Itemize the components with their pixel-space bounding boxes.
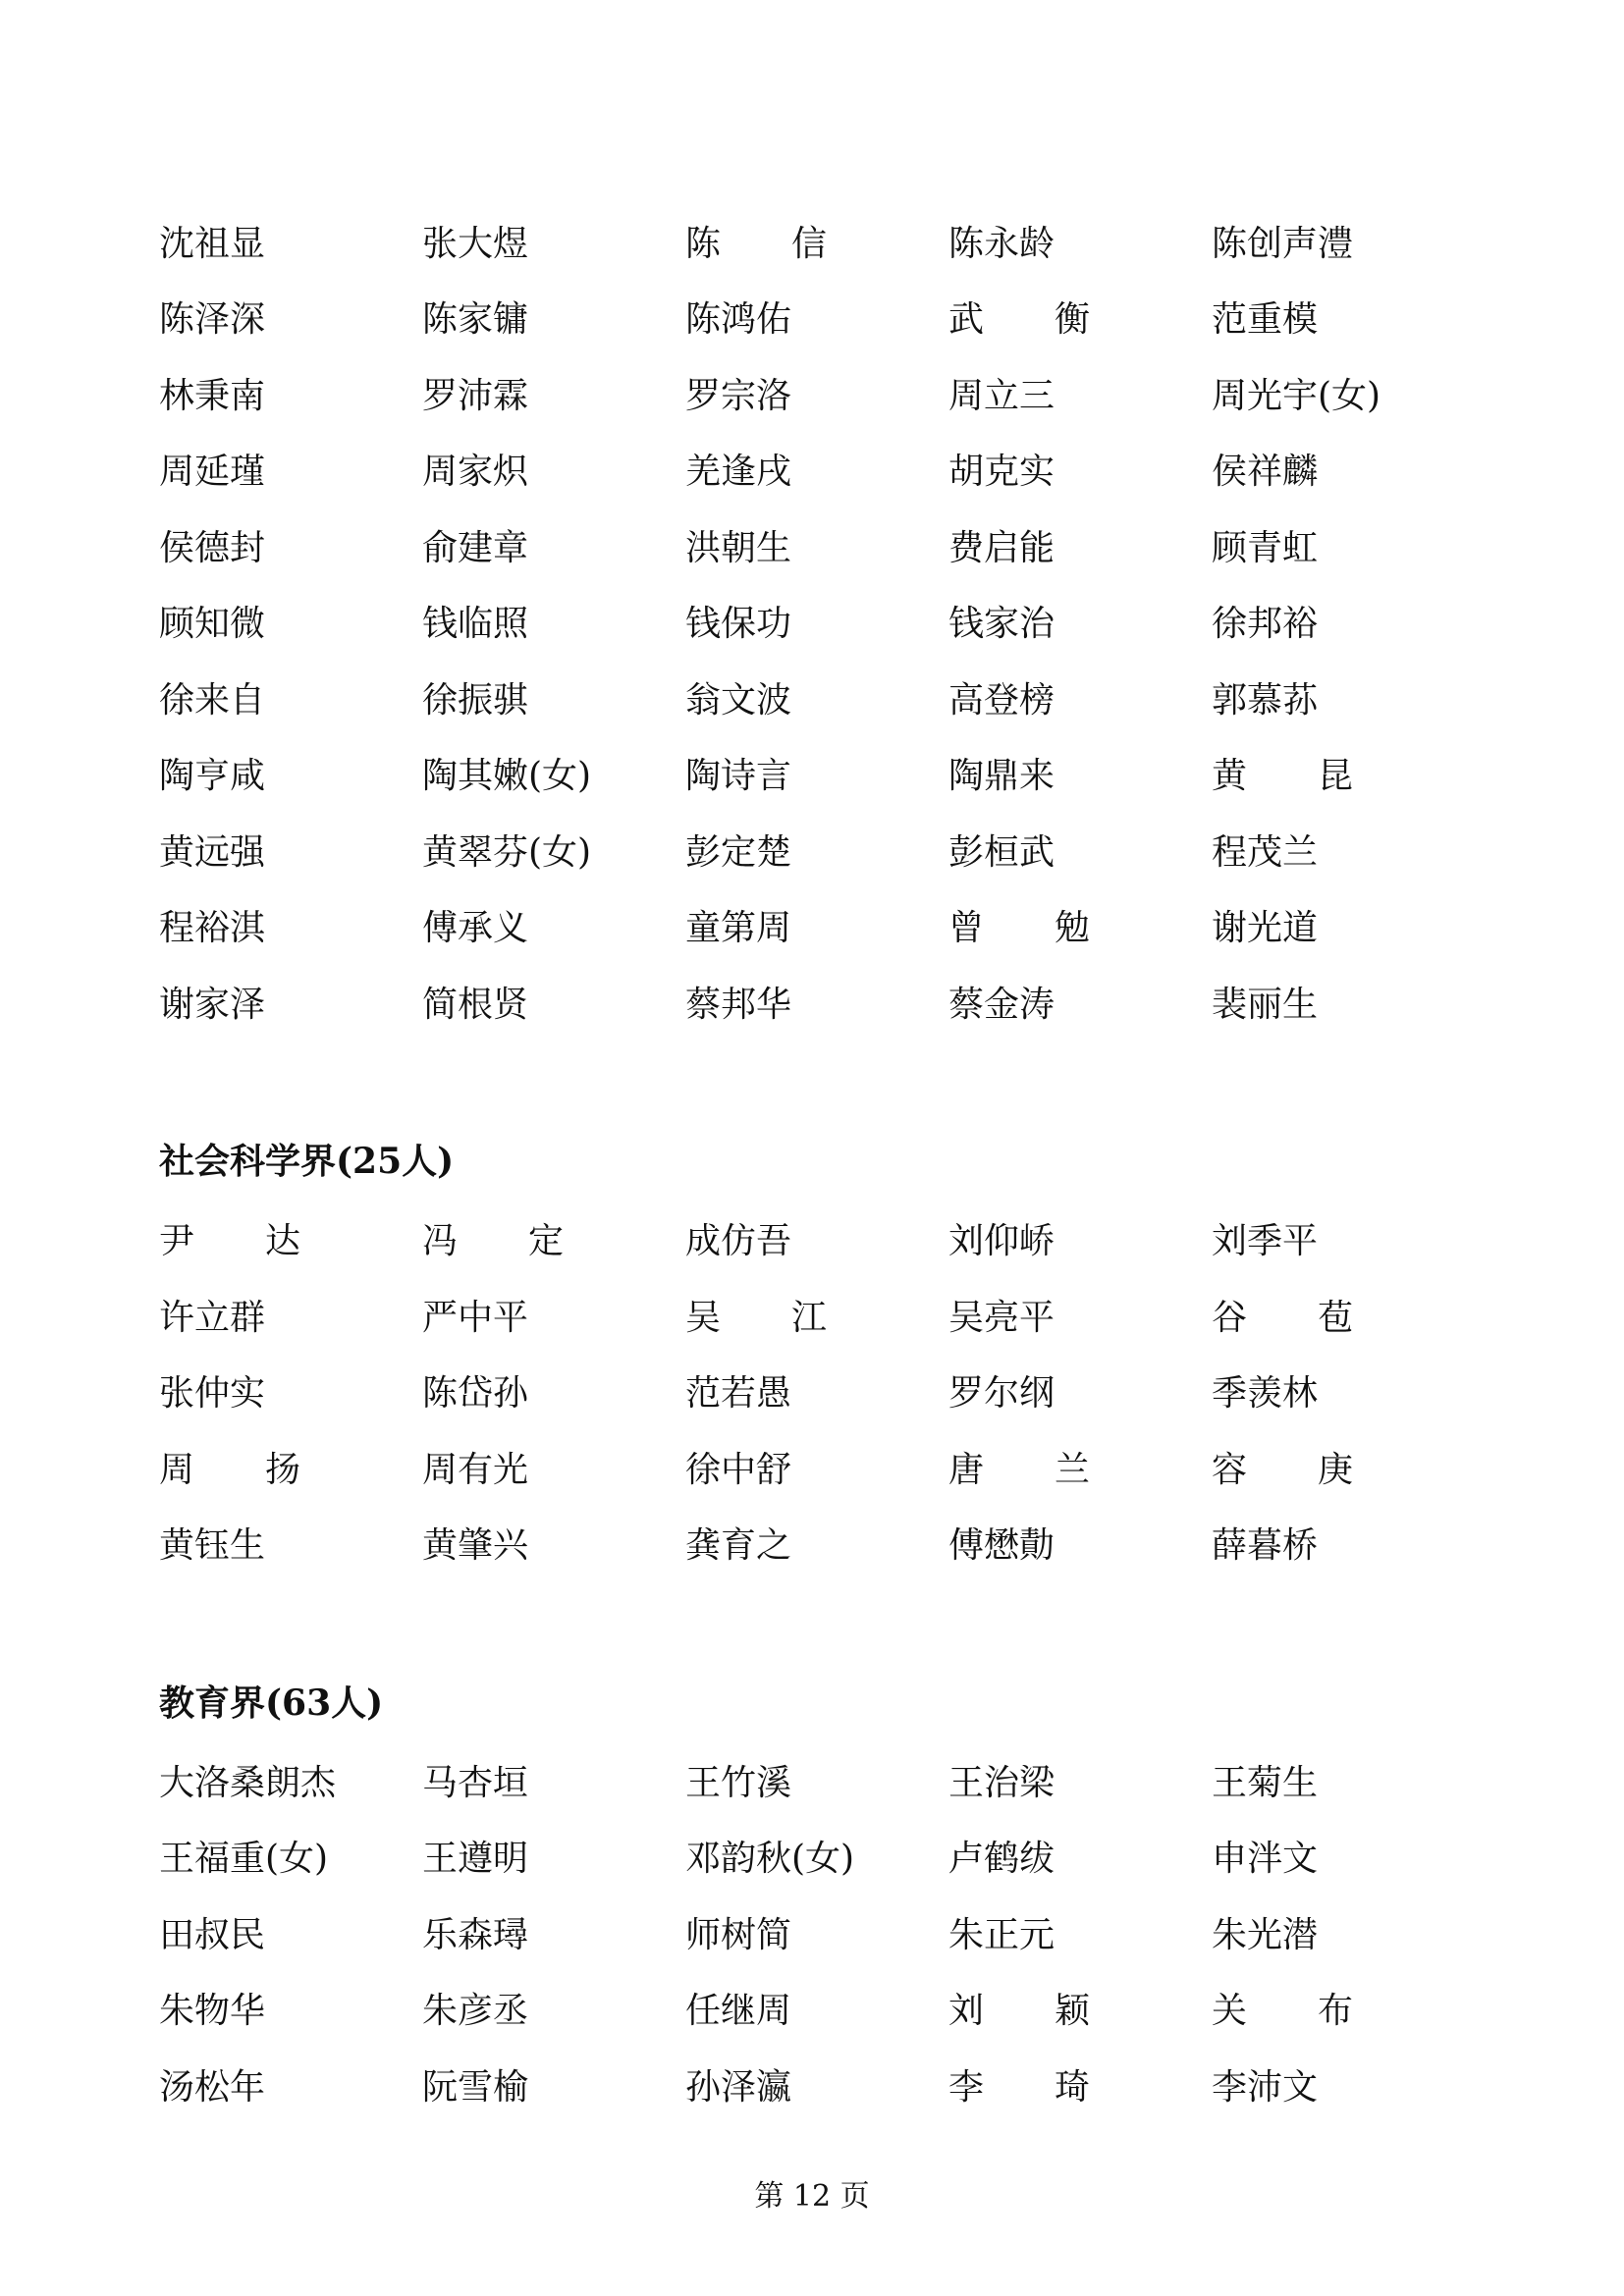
name-cell: 陶诗言 <box>685 756 792 797</box>
name-cell: 卢鹤绂 <box>948 1839 1056 1880</box>
section-heading: 教育界(63人) <box>159 1682 384 1724</box>
name-row <box>159 1204 1475 1281</box>
name-cell: 翁文波 <box>685 679 792 721</box>
name-cell: 蔡金涛 <box>948 984 1056 1025</box>
name-cell: 阮雪榆 <box>422 2066 529 2108</box>
name-cell: 罗沛霖 <box>422 375 529 416</box>
name-cell: 吴 江 <box>685 1297 828 1338</box>
name-cell: 傅懋勣 <box>948 1525 1056 1567</box>
name-cell: 范若愚 <box>685 1373 792 1415</box>
name-cell: 林秉南 <box>159 375 266 416</box>
name-cell: 童第周 <box>685 908 792 949</box>
name-cell: 胡克实 <box>948 452 1056 493</box>
name-cell: 容 庚 <box>1212 1449 1354 1490</box>
name-cell: 黄肇兴 <box>422 1525 529 1567</box>
name-cell: 陶其嫩(女) <box>422 756 592 797</box>
name-row <box>159 891 1475 968</box>
name-cell: 张仲实 <box>159 1373 266 1415</box>
name-cell: 顾知微 <box>159 604 266 645</box>
name-row <box>159 283 1475 359</box>
name-cell: 周光宇(女) <box>1212 375 1381 416</box>
name-row <box>159 967 1475 1043</box>
name-cell: 朱彦丞 <box>422 1991 529 2032</box>
name-row <box>159 1745 1475 1822</box>
name-cell: 傅承义 <box>422 908 529 949</box>
name-cell: 关 布 <box>1212 1991 1354 2032</box>
name-cell: 谷 苞 <box>1212 1297 1354 1338</box>
name-cell: 刘仰峤 <box>948 1221 1056 1262</box>
name-cell: 孙泽瀛 <box>685 2066 792 2108</box>
name-cell: 黄翠芬(女) <box>422 831 592 873</box>
name-row <box>159 358 1475 435</box>
name-cell: 邓韵秋(女) <box>685 1839 855 1880</box>
name-row <box>159 1280 1475 1357</box>
name-cell: 范重模 <box>1212 299 1319 341</box>
name-row <box>159 1974 1475 2051</box>
name-cell: 曾 勉 <box>948 908 1091 949</box>
name-row <box>159 510 1475 587</box>
name-row <box>159 2050 1475 2126</box>
name-cell: 侯祥麟 <box>1212 452 1319 493</box>
name-cell: 顾青虹 <box>1212 527 1319 568</box>
name-cell: 彭定楚 <box>685 831 792 873</box>
name-cell: 朱光潜 <box>1212 1914 1319 1955</box>
name-cell: 张大煜 <box>422 223 529 264</box>
page-number: 第 12 页 <box>754 2179 870 2214</box>
name-cell: 陈鸿佑 <box>685 299 792 341</box>
name-cell: 羌逢戌 <box>685 452 792 493</box>
name-cell: 王遵明 <box>422 1839 529 1880</box>
name-row <box>159 815 1475 891</box>
name-cell: 周延瑾 <box>159 452 266 493</box>
name-cell: 陶鼎来 <box>948 756 1056 797</box>
name-cell: 周有光 <box>422 1449 529 1490</box>
name-cell: 钱家治 <box>948 604 1056 645</box>
name-cell: 谢光道 <box>1212 908 1319 949</box>
name-cell: 洪朝生 <box>685 527 792 568</box>
name-cell: 裴丽生 <box>1212 984 1319 1025</box>
name-cell: 罗宗洛 <box>685 375 792 416</box>
name-cell: 陈岱孙 <box>422 1373 529 1415</box>
name-cell: 刘季平 <box>1212 1221 1319 1262</box>
name-row <box>159 1509 1475 1585</box>
name-cell: 王菊生 <box>1212 1762 1319 1803</box>
name-cell: 徐振骐 <box>422 679 529 721</box>
name-cell: 大洛桑朗杰 <box>159 1762 337 1803</box>
name-row <box>159 1357 1475 1433</box>
name-row <box>159 1897 1475 1974</box>
name-cell: 陈永龄 <box>948 223 1056 264</box>
name-cell: 许立群 <box>159 1297 266 1338</box>
name-cell: 黄 昆 <box>1212 756 1354 797</box>
name-row <box>159 1432 1475 1509</box>
name-row <box>159 1822 1475 1898</box>
name-cell: 徐邦裕 <box>1212 604 1319 645</box>
name-cell: 师树简 <box>685 1914 792 1955</box>
name-cell: 王治梁 <box>948 1762 1056 1803</box>
name-cell: 黄远强 <box>159 831 266 873</box>
name-cell: 薛暮桥 <box>1212 1525 1319 1567</box>
name-cell: 任继周 <box>685 1991 792 2032</box>
name-cell: 龚育之 <box>685 1525 792 1567</box>
name-cell: 田叔民 <box>159 1914 266 1955</box>
name-cell: 唐 兰 <box>948 1449 1091 1490</box>
name-cell: 徐中舒 <box>685 1449 792 1490</box>
name-cell: 程裕淇 <box>159 908 266 949</box>
name-cell: 朱物华 <box>159 1991 266 2032</box>
name-cell: 郭慕荪 <box>1212 679 1319 721</box>
name-row <box>159 739 1475 816</box>
name-cell: 冯 定 <box>422 1221 565 1262</box>
name-cell: 周家炽 <box>422 452 529 493</box>
name-cell: 严中平 <box>422 1297 529 1338</box>
name-cell: 汤松年 <box>159 2066 266 2108</box>
section-education <box>159 1668 1475 2126</box>
name-cell: 彭桓武 <box>948 831 1056 873</box>
name-cell: 季羡林 <box>1212 1373 1319 1415</box>
name-cell: 俞建章 <box>422 527 529 568</box>
name-row <box>159 206 1475 283</box>
name-cell: 朱正元 <box>948 1914 1056 1955</box>
name-cell: 申泮文 <box>1212 1839 1319 1880</box>
name-cell: 吴亮平 <box>948 1297 1056 1338</box>
name-cell: 简根贤 <box>422 984 529 1025</box>
name-cell: 谢家泽 <box>159 984 266 1025</box>
name-cell: 陈创声澧 <box>1212 223 1354 264</box>
name-cell: 周立三 <box>948 375 1056 416</box>
name-cell: 蔡邦华 <box>685 984 792 1025</box>
name-cell: 陈家镛 <box>422 299 529 341</box>
name-cell: 王福重(女) <box>159 1839 329 1880</box>
name-cell: 成仿吾 <box>685 1221 792 1262</box>
name-row <box>159 435 1475 511</box>
name-cell: 高登榜 <box>948 679 1056 721</box>
section-social-sciences <box>159 1127 1475 1585</box>
name-cell: 徐来自 <box>159 679 266 721</box>
name-cell: 罗尔纲 <box>948 1373 1056 1415</box>
intro-block <box>159 206 1475 1043</box>
name-cell: 陈泽深 <box>159 299 266 341</box>
name-cell: 马杏垣 <box>422 1762 529 1803</box>
name-cell: 李沛文 <box>1212 2066 1319 2108</box>
name-cell: 钱保功 <box>685 604 792 645</box>
name-cell: 费启能 <box>948 527 1056 568</box>
name-cell: 王竹溪 <box>685 1762 792 1803</box>
name-cell: 李 琦 <box>948 2066 1091 2108</box>
name-cell: 程茂兰 <box>1212 831 1319 873</box>
name-list <box>159 206 1475 2126</box>
name-cell: 沈祖显 <box>159 223 266 264</box>
name-cell: 刘 颖 <box>948 1991 1091 2032</box>
name-cell: 钱临照 <box>422 604 529 645</box>
name-cell: 武 衡 <box>948 299 1091 341</box>
name-row <box>159 587 1475 664</box>
name-cell: 侯德封 <box>159 527 266 568</box>
name-cell: 黄钰生 <box>159 1525 266 1567</box>
name-cell: 尹 达 <box>159 1221 301 1262</box>
name-cell: 乐森璕 <box>422 1914 529 1955</box>
section-heading: 社会科学界(25人) <box>159 1141 455 1182</box>
name-cell: 陶亨咸 <box>159 756 266 797</box>
name-row <box>159 663 1475 739</box>
name-cell: 周 扬 <box>159 1449 301 1490</box>
name-cell: 陈 信 <box>685 223 828 264</box>
